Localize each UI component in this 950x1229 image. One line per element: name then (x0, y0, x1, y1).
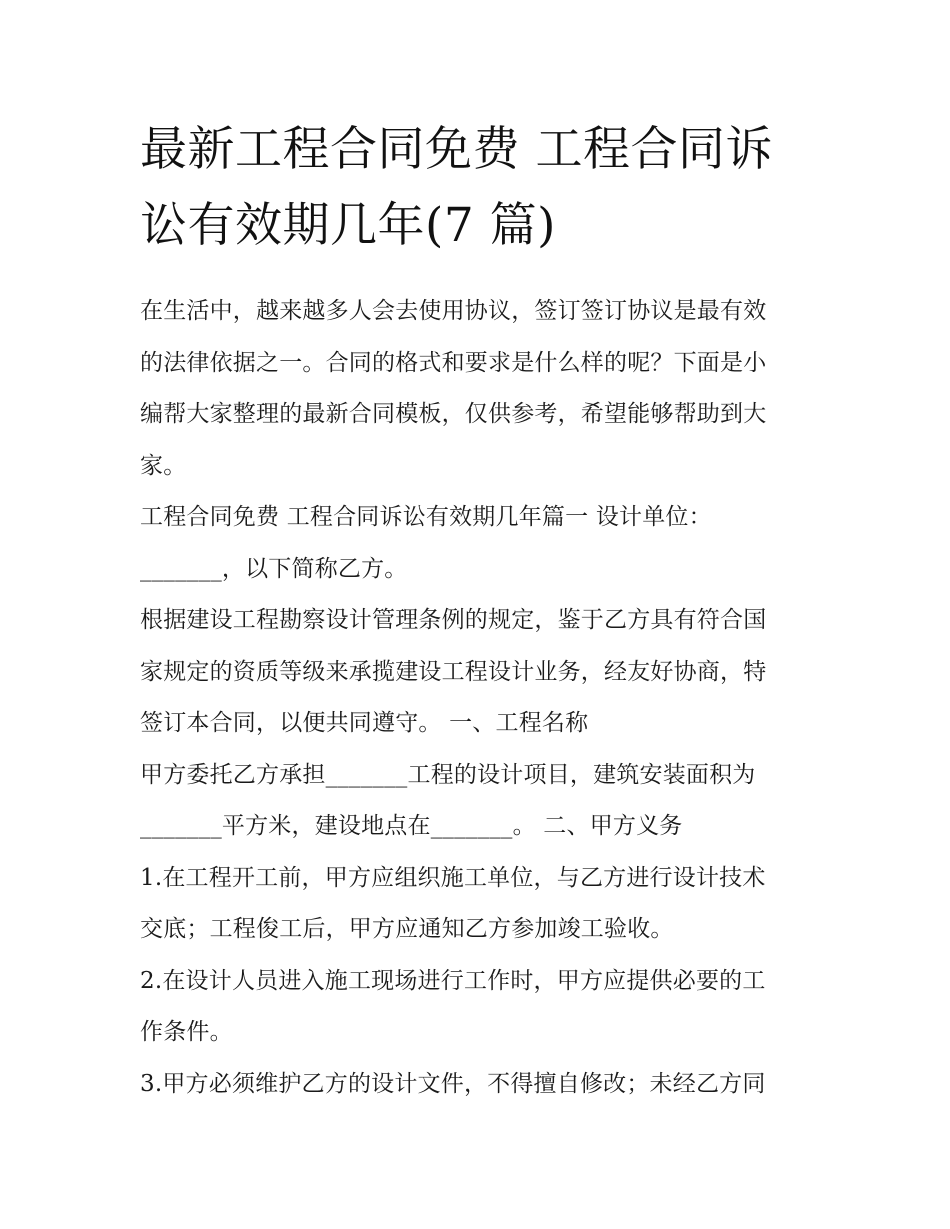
text-line: 工程合同免费 工程合同诉讼有效期几年篇一 设计单位： (140, 504, 712, 530)
text-line: _______平方米，建设地点在_______。 二、甲方义务 (140, 813, 683, 839)
text-line: 根据建设工程勘察设计管理条例的规定，鉴于乙方具有符合国 (140, 607, 767, 633)
text-line: 编帮大家整理的最新合同模板，仅供参考，希望能够帮助到大 (140, 401, 767, 427)
document-body (140, 286, 820, 1110)
document-title (140, 112, 820, 264)
text-line: 1.在工程开工前，甲方应组织施工单位，与乙方进行设计技术 (140, 864, 766, 891)
text-line: 3.甲方必须维护乙方的设计文件，不得擅自修改；未经乙方同 (140, 1070, 766, 1097)
clause-3-paragraph (140, 1059, 820, 1111)
clause-1-paragraph (140, 853, 820, 956)
title-line-1: 最新工程合同免费 工程合同诉 (140, 122, 773, 177)
preamble-paragraph (140, 595, 820, 750)
text-line: _______，以下简称乙方。 (140, 555, 408, 582)
text-line: 的法律依据之一。合同的格式和要求是什么样的呢？下面是小 (140, 349, 767, 376)
text-line: 作条件。 (140, 1019, 233, 1045)
intro-paragraph (140, 286, 820, 492)
title-line-2: 讼有效期几年(7 篇) (140, 198, 557, 253)
text-line: 签订本合同，以便共同遵守。 一、工程名称 (140, 710, 589, 736)
text-line: 家。 (140, 452, 187, 479)
document-page (140, 112, 820, 1110)
text-line: 交底；工程俊工后，甲方应通知乙方参加竣工验收。 (140, 916, 674, 942)
text-line: 2.在设计人员进入施工现场进行工作时，甲方应提供必要的工 (140, 967, 766, 994)
section-heading-paragraph (140, 492, 820, 595)
text-line: 家规定的资质等级来承揽建设工程设计业务，经友好协商，特 (140, 658, 767, 685)
text-line: 在生活中，越来越多人会去使用协议，签订签订协议是最有效 (140, 298, 767, 324)
text-line: 甲方委托乙方承担_______工程的设计项目，建筑安装面积为 (140, 761, 756, 788)
project-paragraph (140, 750, 820, 853)
clause-2-paragraph (140, 956, 820, 1059)
